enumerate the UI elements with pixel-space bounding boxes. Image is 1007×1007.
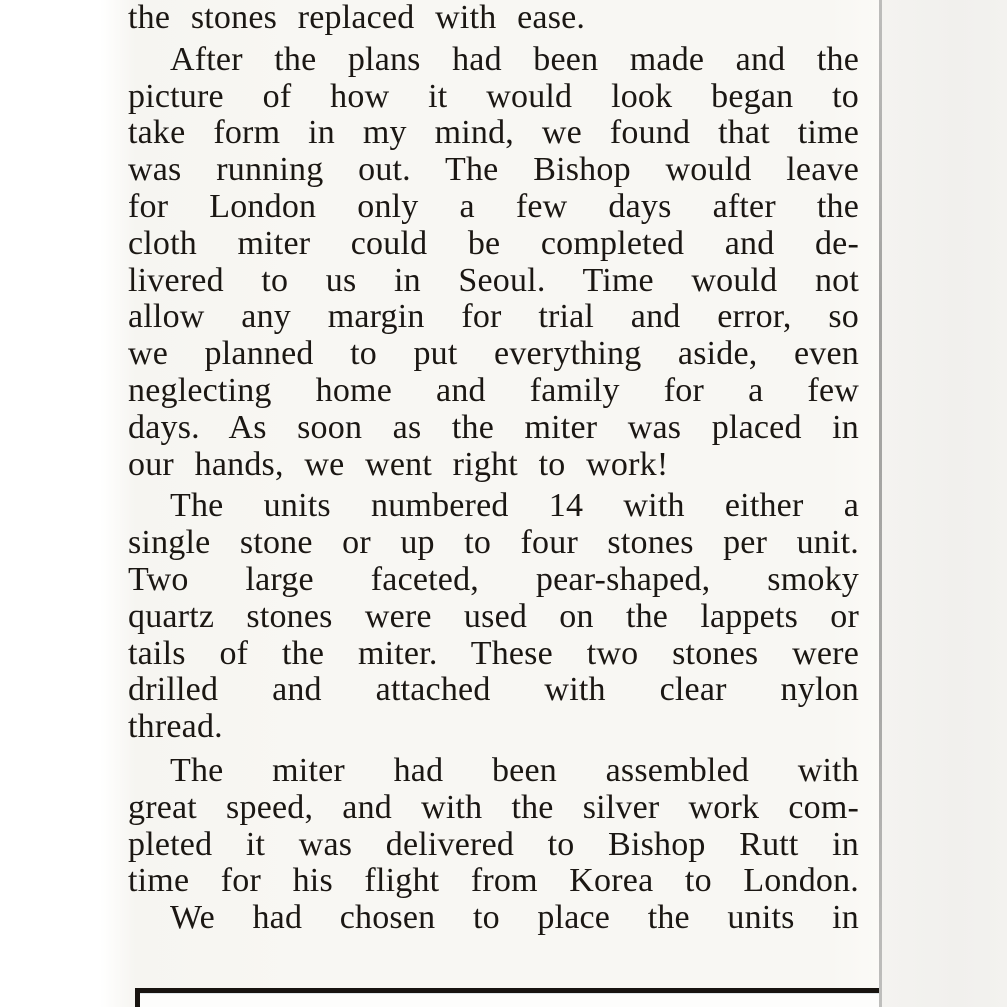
adjacent-page-edge [882, 0, 1007, 1007]
text-line: great speed, and with the silver work com- [128, 788, 859, 826]
text-line: single stone or up to four stones per unit. [128, 524, 859, 562]
text-line: We had chosen to place the units in [170, 899, 859, 937]
text-line: for London only a few days after the [128, 187, 859, 225]
text-line: After the plans had been made and the [170, 40, 859, 78]
text-line: neglecting home and family for a few [128, 371, 859, 409]
bottom-framed-box [135, 988, 881, 1007]
text-line: days. As soon as the miter was placed in [128, 408, 859, 446]
text-line: our hands, we went right to work! [128, 445, 669, 483]
text-line: Two large faceted, pear-shaped, smoky [128, 560, 859, 598]
text-line: The units numbered 14 with either a [170, 487, 859, 525]
body-text [128, 0, 859, 937]
text-line: we planned to put everything aside, even [128, 335, 859, 373]
text-line: pleted it was delivered to Bishop Rutt in [128, 825, 859, 863]
text-line: thread. [128, 708, 223, 746]
text-line: take form in my mind, we found that time [128, 114, 859, 152]
text-line: tails of the miter. These two stones were [128, 634, 859, 672]
text-line: the stones replaced with ease. [128, 0, 586, 36]
text-line: cloth miter could be completed and de- [128, 224, 859, 262]
text-line: quartz stones were used on the lappets or [128, 597, 859, 635]
text-line: picture of how it would look began to [128, 77, 859, 115]
text-line: was running out. The Bishop would leave [128, 151, 859, 189]
text-line: livered to us in Seoul. Time would not [128, 261, 859, 299]
text-line: time for his flight from Korea to London. [128, 862, 859, 900]
text-line: The miter had been assembled with [170, 751, 859, 789]
text-line: allow any margin for trial and error, so [128, 298, 859, 336]
text-line: drilled and attached with clear nylon [128, 671, 859, 709]
